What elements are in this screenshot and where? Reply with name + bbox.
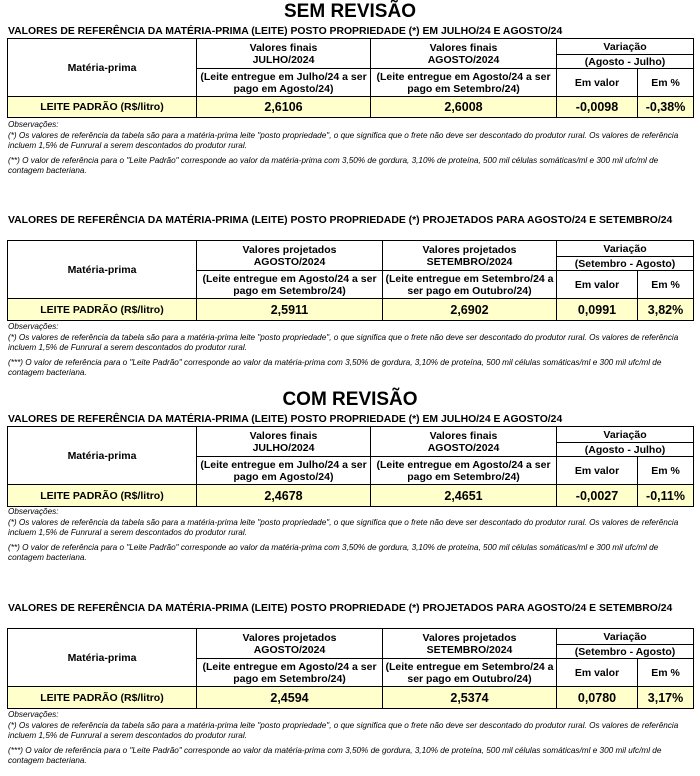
note-star: (*) Os valores de referência da tabela são para a matéria-prima leite "posto propriedade", o que significa que o frete não deve ser descontado do produtor rural. Os valores de referência incluem 1,5% de Funrural a serem descontados do produtor rural. bbox=[8, 130, 679, 150]
obs-label: Observações: bbox=[8, 710, 59, 719]
note-3star: (***) O valor de referência para o "Leite Padrão" corresponde ao valor da matéria-prima com 3,50% de gordura, 3,10% de proteína, 500 mil células somáticas/ml e 300 mil ufc/ml de contagem bacteriana. bbox=[8, 357, 662, 377]
variacao-header: Variação bbox=[557, 629, 694, 645]
note-2star: (**) O valor de referência para o "Leite Padrão" corresponde ao valor da matéria-prima com 3,50% de gordura, 3,10% de proteína, 500 mil células somáticas/ml e 300 mil ufc/ml de contagem bacteriana. bbox=[8, 155, 659, 175]
com-finais-table bbox=[7, 426, 694, 507]
em-pct-header: Em % bbox=[638, 271, 694, 299]
note-star: (*) Os valores de referência da tabela são para a matéria-prima leite "posto propriedade", o que significa que o frete não deve ser descontado do produtor rural. Os valores de referência incluem 1,5% de Funrural a serem descontados do produtor rural. bbox=[8, 517, 679, 537]
note-2star: (**) O valor de referência para o "Leite Padrão" corresponde ao valor da matéria-prima com 3,50% de gordura, 3,10% de proteína, 500 mil células somáticas/ml e 300 mil ufc/ml de contagem bacteriana. bbox=[8, 542, 659, 562]
col1-header: Valores finais JULHO/2024 bbox=[197, 39, 371, 69]
variacao-period: (Setembro - Agosto) bbox=[557, 257, 694, 271]
table-row bbox=[8, 485, 694, 507]
sem-revisao-title: SEM REVISÃO bbox=[284, 1, 416, 22]
value-col1: 2,4594 bbox=[197, 687, 383, 709]
col2-header: Valores projetados SETEMBRO/2024 bbox=[383, 241, 557, 271]
em-valor-header: Em valor bbox=[557, 271, 638, 299]
sem-projetados-notes bbox=[8, 322, 692, 379]
sem-finais-title: VALORES DE REFERÊNCIA DA MATÉRIA-PRIMA (LEITE) POSTO PROPRIEDADE (*) EM JULHO/24 E AGOSTO/24 bbox=[8, 26, 563, 37]
col1-header: Valores finais JULHO/2024 bbox=[197, 427, 371, 457]
variacao-header: Variação bbox=[557, 427, 694, 443]
com-finais-notes bbox=[8, 507, 692, 564]
materia-prima-header: Matéria-prima bbox=[8, 39, 197, 97]
sem-projetados-title: VALORES DE REFERÊNCIA DA MATÉRIA-PRIMA (LEITE) POSTO PROPRIEDADE (*) PROJETADOS PARA AGOSTO/24 E SETEMBRO/24 bbox=[8, 215, 673, 226]
variacao-period: (Setembro - Agosto) bbox=[557, 645, 694, 659]
value-col2: 2,4651 bbox=[371, 485, 557, 507]
value-col2: 2,6008 bbox=[371, 97, 557, 118]
em-valor-header: Em valor bbox=[557, 659, 638, 687]
col1-subheader: (Leite entregue em Julho/24 a ser pago em Agosto/24) bbox=[197, 69, 371, 97]
em-pct-header: Em % bbox=[638, 69, 694, 97]
note-star: (*) Os valores de referência da tabela são para a matéria-prima leite "posto propriedade", o que significa que o frete não deve ser descontado do produtor rural. Os valores de referência incluem 1,5% de Funrural a serem descontados do produtor rural. bbox=[8, 720, 679, 740]
note-3star: (***) O valor de referência para o "Leite Padrão" corresponde ao valor da matéria-prima com 3,50% de gordura, 3,10% de proteína, 500 mil células somáticas/ml e 300 mil ufc/ml de contagem bacteriana. bbox=[8, 745, 662, 765]
row-label: LEITE PADRÃO (R$/litro) bbox=[8, 485, 197, 507]
value-col1: 2,4678 bbox=[197, 485, 371, 507]
value-col1: 2,5911 bbox=[197, 299, 383, 321]
col1-subheader: (Leite entregue em Agosto/24 a ser pago em Setembro/24) bbox=[197, 271, 383, 299]
col2-subheader: (Leite entregue em Agosto/24 a ser pago em Setembro/24) bbox=[371, 457, 557, 485]
com-revisao-title: COM REVISÃO bbox=[282, 389, 418, 410]
variacao-pct: -0,38% bbox=[638, 97, 694, 118]
variacao-pct: 3,17% bbox=[638, 687, 694, 709]
col2-subheader: (Leite entregue em Setembro/24 a ser pago em Outubro/24) bbox=[383, 659, 557, 687]
obs-label: Observações: bbox=[8, 120, 59, 129]
variacao-header: Variação bbox=[557, 241, 694, 257]
row-label: LEITE PADRÃO (R$/litro) bbox=[8, 687, 197, 709]
col2-header: Valores finais AGOSTO/2024 bbox=[371, 427, 557, 457]
variacao-valor: -0,0027 bbox=[557, 485, 638, 507]
col1-header: Valores projetados AGOSTO/2024 bbox=[197, 241, 383, 271]
com-finais-title: VALORES DE REFERÊNCIA DA MATÉRIA-PRIMA (LEITE) POSTO PROPRIEDADE (*) EM JULHO/24 E AGOSTO/24 bbox=[8, 414, 563, 425]
variacao-valor: 0,0780 bbox=[557, 687, 638, 709]
com-projetados-notes bbox=[8, 710, 692, 767]
table-row bbox=[8, 299, 694, 321]
variacao-header: Variação bbox=[557, 39, 694, 55]
variacao-period: (Agosto - Julho) bbox=[557, 55, 694, 69]
em-pct-header: Em % bbox=[638, 457, 694, 485]
variacao-pct: 3,82% bbox=[638, 299, 694, 321]
obs-label: Observações: bbox=[8, 322, 59, 331]
value-col2: 2,5374 bbox=[383, 687, 557, 709]
sem-finais-notes bbox=[8, 120, 692, 177]
com-projetados-title: VALORES DE REFERÊNCIA DA MATÉRIA-PRIMA (LEITE) POSTO PROPRIEDADE (*) PROJETADOS PARA AGOSTO/24 E SETEMBRO/24 bbox=[8, 603, 673, 614]
materia-prima-header: Matéria-prima bbox=[8, 629, 197, 687]
col1-subheader: (Leite entregue em Agosto/24 a ser pago em Setembro/24) bbox=[197, 659, 383, 687]
em-pct-header: Em % bbox=[638, 659, 694, 687]
table-row bbox=[8, 97, 694, 118]
materia-prima-header: Matéria-prima bbox=[8, 427, 197, 485]
variacao-valor: 0,0991 bbox=[557, 299, 638, 321]
em-valor-header: Em valor bbox=[557, 69, 638, 97]
col2-header: Valores projetados SETEMBRO/2024 bbox=[383, 629, 557, 659]
col2-header: Valores finais AGOSTO/2024 bbox=[371, 39, 557, 69]
materia-prima-header: Matéria-prima bbox=[8, 241, 197, 299]
row-label: LEITE PADRÃO (R$/litro) bbox=[8, 299, 197, 321]
value-col1: 2,6106 bbox=[197, 97, 371, 118]
col1-subheader: (Leite entregue em Julho/24 a ser pago em Agosto/24) bbox=[197, 457, 371, 485]
variacao-valor: -0,0098 bbox=[557, 97, 638, 118]
variacao-period: (Agosto - Julho) bbox=[557, 443, 694, 457]
sem-projetados-table bbox=[7, 240, 694, 321]
em-valor-header: Em valor bbox=[557, 457, 638, 485]
sem-finais-table bbox=[7, 38, 694, 118]
table-row bbox=[8, 687, 694, 709]
row-label: LEITE PADRÃO (R$/litro) bbox=[8, 97, 197, 118]
col2-subheader: (Leite entregue em Agosto/24 a ser pago em Setembro/24) bbox=[371, 69, 557, 97]
com-projetados-table bbox=[7, 628, 694, 709]
col1-header: Valores projetados AGOSTO/2024 bbox=[197, 629, 383, 659]
variacao-pct: -0,11% bbox=[638, 485, 694, 507]
obs-label: Observações: bbox=[8, 507, 59, 516]
col2-subheader: (Leite entregue em Setembro/24 a ser pago em Outubro/24) bbox=[383, 271, 557, 299]
value-col2: 2,6902 bbox=[383, 299, 557, 321]
note-star: (*) Os valores de referência da tabela são para a matéria-prima leite "posto propriedade", o que significa que o frete não deve ser descontado do produtor rural. Os valores de referência incluem 1,5% de Funrural a serem descontados do produtor rural. bbox=[8, 332, 679, 352]
